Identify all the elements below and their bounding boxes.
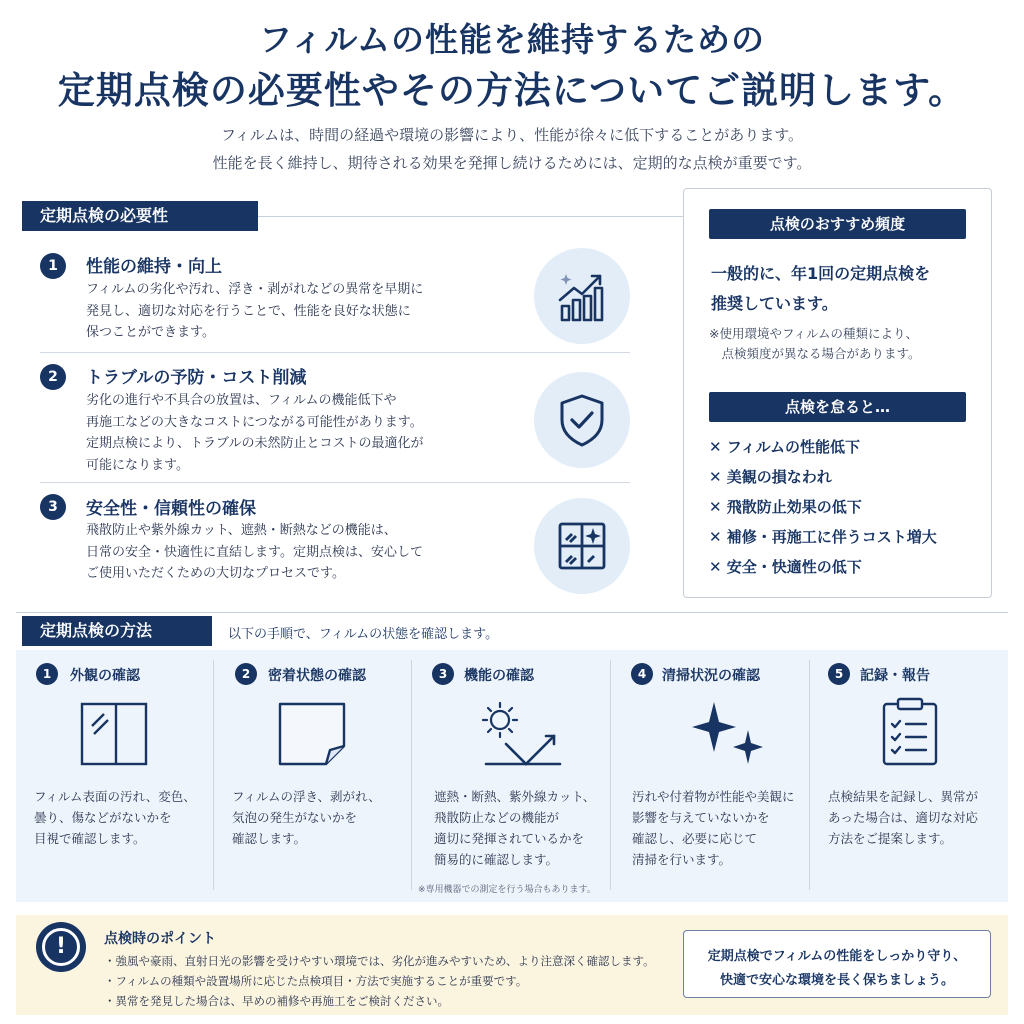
closing-message-line2: 快適で安心な環境を長く保ちましょう。 — [719, 973, 954, 988]
step-divider — [213, 660, 214, 890]
window-icon — [534, 498, 630, 594]
page-title-line2: 定期点検の必要性やその方法についてご説明します。 — [57, 68, 967, 112]
method-label: 定期点検の方法 — [22, 616, 212, 646]
step-number-3: 3 — [432, 663, 454, 685]
glass-panel-icon — [78, 700, 150, 768]
points-item: ・異常を発見した場合は、早めの補修や再施工をご検討ください。 — [104, 994, 449, 1008]
points-item: ・強風や豪雨、直射日光の影響を受けやすい環境では、劣化が進みやすいため、より注意深く確認します。 — [104, 954, 655, 968]
clipboard-icon — [878, 696, 942, 768]
step-divider — [809, 660, 810, 890]
step-number-1: 1 — [36, 663, 58, 685]
recommend-text-line2: 推奨しています。 — [711, 294, 838, 313]
method-subtitle: 以下の手順で、フィルムの状態を確認します。 — [228, 627, 499, 642]
intro-line1: フィルムは、時間の経過や環境の影響により、性能が徐々に低下することがあります。 — [220, 126, 803, 144]
neglect-item: ✕ 美観の損なわれ — [709, 468, 832, 486]
neglect-label: 点検を怠ると… — [709, 392, 966, 422]
step-number-4: 4 — [631, 663, 653, 685]
step-title-3: 機能の確認 — [464, 668, 534, 684]
shield-check-icon — [534, 372, 630, 468]
step-body-5: 点検結果を記録し、異常が あった場合は、適切な対応 方法をご提案します。 — [828, 789, 979, 846]
item-body-2: 劣化の進行や不具合の放置は、フィルムの機能低下や 再施工などの大きなコストにつながる可能性があります。 定期点検により、トラブルの未然防止とコストの最適化が 可能になります。 — [86, 393, 424, 473]
step-body-3: 遮熱・断熱、紫外線カット、 飛散防止などの機能が 適切に発揮されているかを 簡易的に確認します。 — [434, 789, 596, 867]
recommend-note: ※使用環境やフィルムの種類により、 点検頻度が異なる場合があります。 — [709, 326, 921, 361]
neglect-item: ✕ 安全・快適性の低下 — [709, 558, 862, 576]
exclamation-icon: ! — [36, 922, 86, 972]
item-body-3: 飛散防止や紫外線カット、遮熱・断熱などの機能は、 日常の安全・快適性に直結します。定期点検は、安心して ご使用いただくための大切なプロセスです。 — [86, 523, 423, 581]
page-title-line1: フィルムの性能を維持するための — [258, 20, 766, 59]
closing-message-line1: 定期点検でフィルムの性能をしっかり守り、 — [707, 949, 967, 964]
item-divider — [40, 482, 630, 483]
step-divider — [411, 660, 412, 890]
item-divider — [40, 352, 630, 353]
peeling-film-icon — [276, 700, 348, 768]
points-title: 点検時のポイント — [104, 931, 216, 947]
step-title-2: 密着状態の確認 — [268, 668, 366, 684]
step-title-4: 清掃状況の確認 — [662, 668, 760, 684]
neglect-item: ✕ 飛散防止効果の低下 — [709, 498, 862, 516]
step-divider — [610, 660, 611, 890]
recommend-label: 点検のおすすめ頻度 — [709, 209, 966, 239]
points-item: ・フィルムの種類や設置場所に応じた点検項目・方法で実施することが重要です。 — [104, 974, 528, 988]
step-number-5: 5 — [828, 663, 850, 685]
step-body-1: フィルム表面の汚れ、変色、 曇り、傷などがないかを 目視で確認します。 — [34, 789, 196, 846]
item-title-1: 性能の維持・向上 — [86, 257, 222, 277]
step-number-2: 2 — [235, 663, 257, 685]
recommend-text-line1: 一般的に、年1回の定期点検を — [711, 264, 931, 283]
step-body-4: 汚れや付着物が性能や美観に 影響を与えていないかを 確認し、必要に応じて 清掃を行います。 — [632, 789, 795, 867]
growth-chart-icon — [534, 248, 630, 344]
neglect-item: ✕ フィルムの性能低下 — [709, 438, 860, 456]
section-divider — [16, 612, 1008, 613]
intro-line2: 性能を長く維持し、期待される効果を発揮し続けるためには、定期的な点検が重要です。 — [212, 154, 812, 172]
step-title-1: 外観の確認 — [70, 668, 140, 684]
item-number-1: 1 — [40, 253, 66, 279]
step-body-2: フィルムの浮き、剥がれ、 気泡の発生がないかを 確認します。 — [232, 789, 381, 846]
item-number-3: 3 — [40, 494, 66, 520]
sparkle-icon — [690, 700, 770, 768]
closing-message-box — [683, 930, 991, 998]
neglect-item: ✕ 補修・再施工に伴うコスト増大 — [709, 528, 937, 546]
step-title-5: 記録・報告 — [860, 668, 930, 684]
item-title-2: トラブルの予防・コスト削減 — [86, 368, 307, 388]
necessity-label: 定期点検の必要性 — [22, 201, 258, 231]
item-number-2: 2 — [40, 364, 66, 390]
step-note: ※専用機器での測定を行う場合もあります。 — [418, 885, 596, 895]
item-body-1: フィルムの劣化や汚れ、浮き・剥がれなどの異常を早期に 発見し、適切な対応を行うことで、性能を良好な状態に 保つことができます。 — [86, 282, 424, 340]
item-title-3: 安全性・信頼性の確保 — [86, 499, 256, 519]
sun-reflect-icon — [476, 700, 564, 768]
